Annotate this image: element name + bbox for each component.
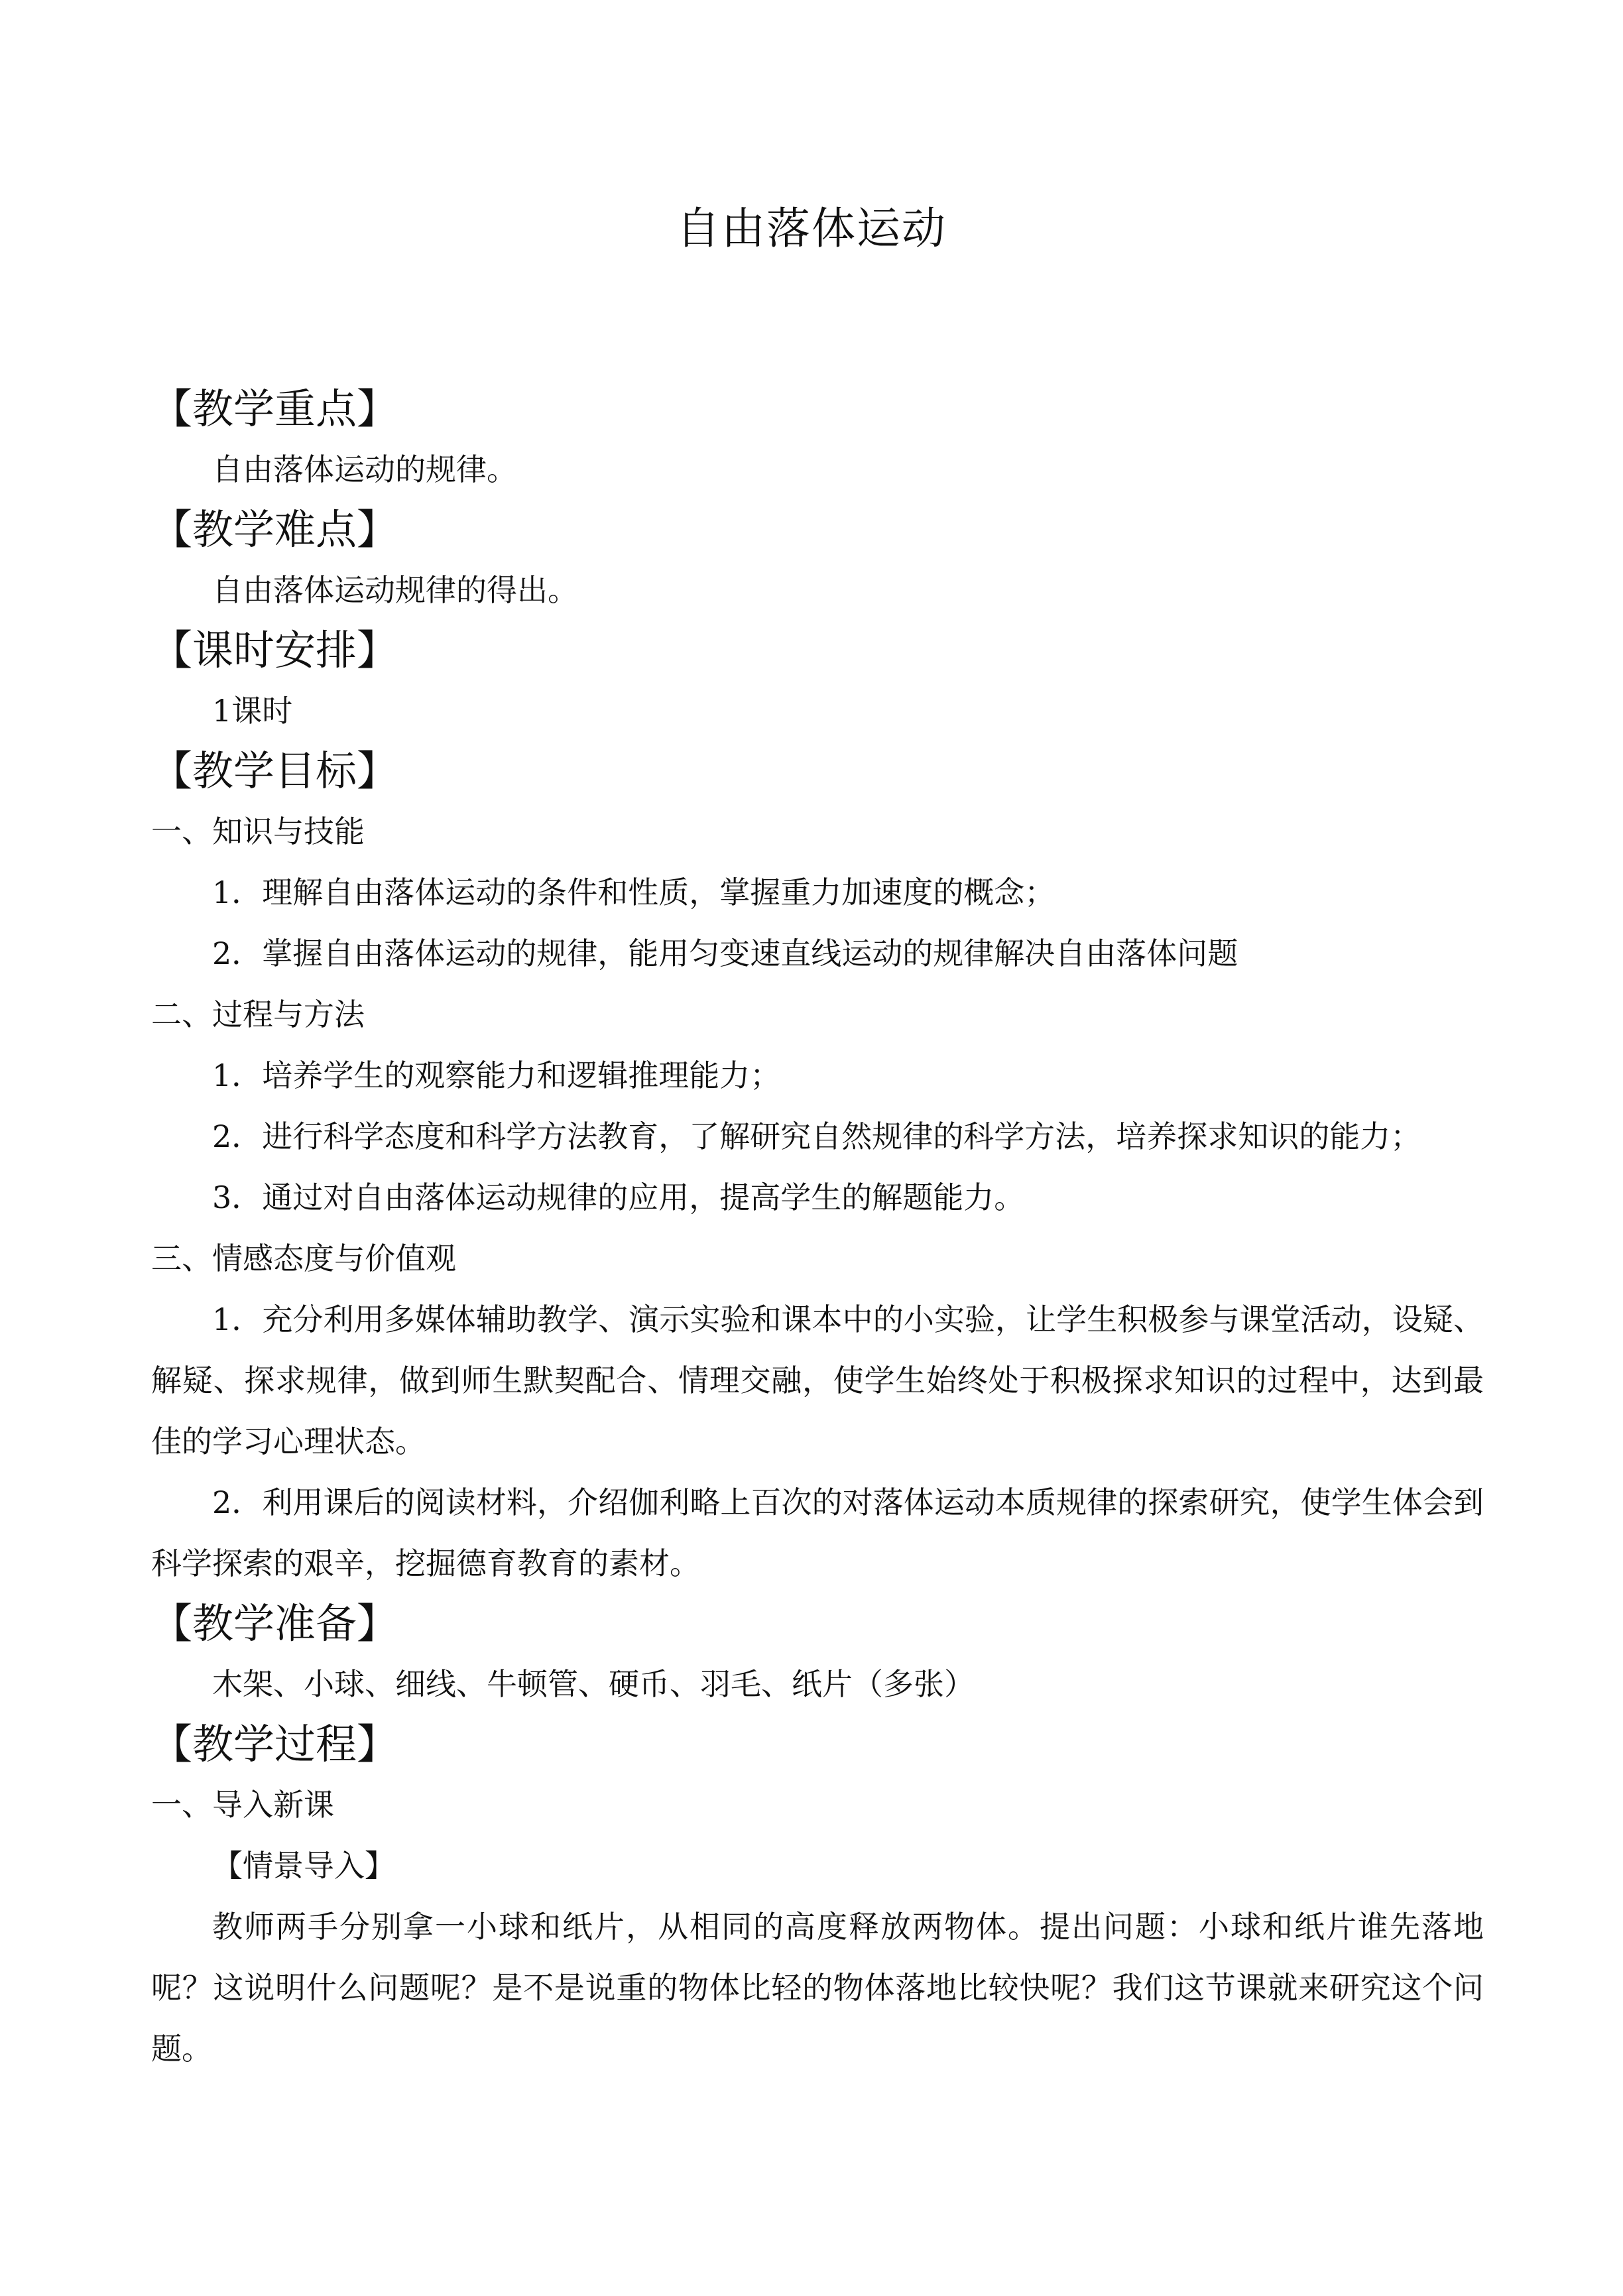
heading-key-points: 【教学重点】 [151,385,398,433]
heading-objectives: 【教学目标】 [151,747,398,795]
document-body [151,379,1484,2079]
heading-preparation: 【教学准备】 [151,1599,398,1648]
difficulties-text: 自由落体运动规律的得出。 [212,572,578,608]
objectives-part1-item: 1．理解自由落体运动的条件和性质，掌握重力加速度的概念； [212,875,1055,910]
objectives-part2-item: 2．进行科学态度和科学方法教育，了解研究自然规律的科学方法，培养探求知识的能力； [212,1118,1421,1154]
heading-process: 【教学过程】 [151,1720,398,1768]
objectives-part1-title: 一、知识与技能 [151,814,365,849]
process-sub-heading: 【情景导入】 [212,1848,395,1884]
heading-schedule: 【课时安排】 [151,626,398,674]
objectives-part2-title: 二、过程与方法 [151,997,365,1032]
objectives-part2-item: 1．培养学生的观察能力和逻辑推理能力； [212,1057,781,1093]
key-points-text: 自由落体运动的规律。 [212,452,517,487]
heading-difficulties: 【教学难点】 [151,505,398,554]
objectives-part2-item: 3．通过对自由落体运动规律的应用，提高学生的解题能力。 [212,1179,1025,1215]
process-part1-title: 一、导入新课 [151,1787,334,1823]
objectives-part1-item: 2．掌握自由落体运动的规律，能用匀变速直线运动的规律解决自由落体问题 [212,936,1238,971]
objectives-part3-item: 2．利用课后的阅读材料，介绍伽利略上百次的对落体运动本质规律的探索研究，使学生体会到科学探索的艰辛，挖掘德育教育的素材。 [151,1484,1484,1581]
objectives-part3-item: 1．充分利用多媒体辅助教学、演示实验和课本中的小实验，让学生积极参与课堂活动，设疑、解疑、探求规律，做到师生默契配合、情理交融，使学生始终处于积极探求知识的过程中，达到最佳的学习心理状态。 [151,1301,1484,1459]
document-title: 自由落体运动 [676,203,947,254]
objectives-part3-title: 三、情感态度与价值观 [151,1240,456,1276]
schedule-text: 1课时 [212,693,293,729]
process-paragraph: 教师两手分别拿一小球和纸片，从相同的高度释放两物体。提出问题：小球和纸片谁先落地呢？这说明什么问题呢？是不是说重的物体比轻的物体落地比较快呢？我们这节课就来研究这个问题。 [151,1909,1484,2067]
preparation-text: 木架、小球、细线、牛顿管、硬币、羽毛、纸片（多张） [212,1666,975,1702]
